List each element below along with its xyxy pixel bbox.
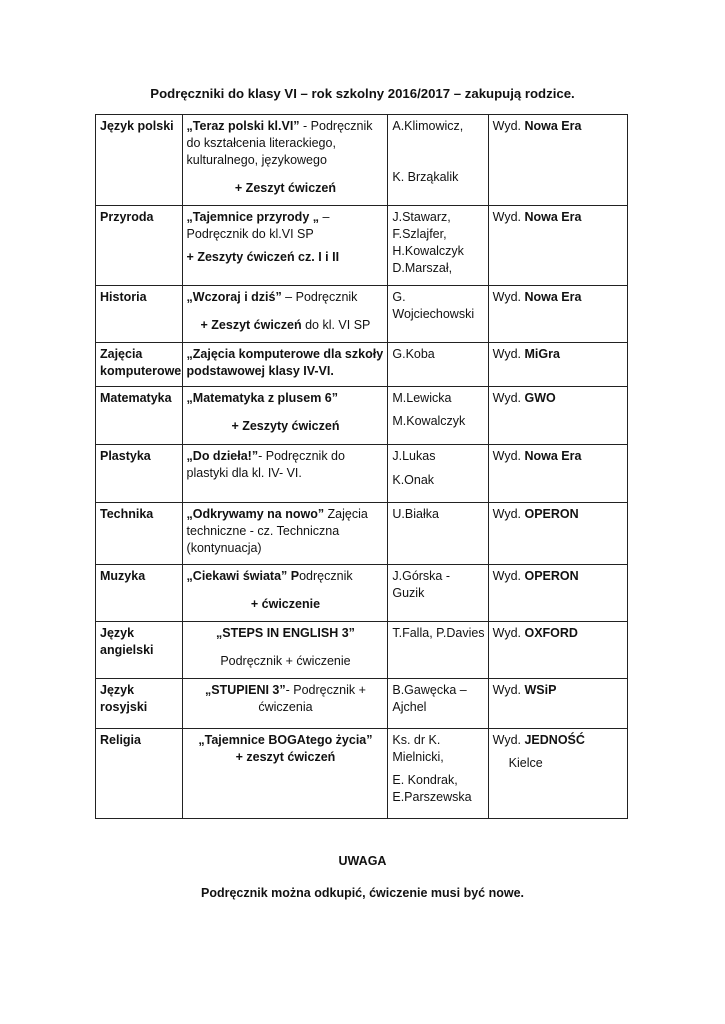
table-row (96, 565, 628, 622)
publisher-name: OPERON (524, 569, 579, 583)
book-description: odręcznik (299, 569, 353, 583)
book-title: „Wczoraj i dziś” (186, 290, 282, 304)
publisher-cell (488, 729, 627, 819)
book-title: „Ciekawi świata” P (186, 569, 300, 583)
table-row (96, 206, 628, 286)
title-cell (182, 729, 388, 819)
book-title: „Zajęcia komputerowe dla szkoły podstawowej klasy IV-VI. (186, 347, 384, 378)
title-cell (182, 286, 388, 343)
publisher-prefix: Wyd. (492, 347, 525, 361)
book-extra-normal: do kl. VI SP (301, 318, 371, 332)
publisher-prefix: Wyd. (492, 290, 525, 304)
book-extra: + Zeszyty ćwiczeń (231, 419, 340, 433)
title-cell (182, 387, 388, 445)
title-cell (182, 622, 388, 679)
publisher-prefix: Wyd. (492, 391, 525, 405)
table-row (96, 679, 628, 729)
publisher-cell (488, 343, 627, 387)
subject-cell: Historia (96, 286, 183, 343)
table-row (96, 503, 628, 565)
author-name: K. Brząkalik (392, 170, 459, 184)
book-title: „Do dzieła!” (186, 449, 259, 463)
title-cell (182, 503, 388, 565)
table-row (96, 387, 628, 445)
table-row (96, 286, 628, 343)
book-description: - Podręcznik do kształcenia literackiego, kulturalnego, językowego (186, 119, 373, 167)
publisher-prefix: Wyd. (492, 119, 525, 133)
publisher-cell (488, 503, 627, 565)
book-title: „Tajemnice BOGAtego życia” (198, 733, 373, 747)
subject-cell: Plastyka (96, 445, 183, 503)
publisher-cell (488, 387, 627, 445)
book-title: „Tajemnice przyrody „ (186, 210, 319, 224)
book-description: – Podręcznik do kl.VI SP (186, 210, 330, 241)
book-extra (187, 317, 385, 334)
title-cell (182, 679, 388, 729)
book-title: „Teraz polski kl.VI” (186, 119, 300, 133)
publisher-cell (488, 622, 627, 679)
subject-cell: Język angielski (96, 622, 183, 679)
author-name: J.Lukas (392, 449, 436, 463)
subject-cell: Język polski (96, 115, 183, 206)
book-description: - Podręcznik + ćwiczenia (258, 683, 366, 714)
title-cell (182, 115, 388, 206)
book-description: - Podręcznik do plastyki dla kl. IV- VI. (186, 449, 345, 480)
publisher-name: Nowa Era (524, 119, 582, 133)
book-title: „Odkrywamy na nowo” (186, 507, 325, 521)
publisher-name: Nowa Era (524, 449, 582, 463)
author-name: M.Kowalczyk (392, 414, 466, 428)
publisher-prefix: Wyd. (492, 683, 525, 697)
table-row (96, 115, 628, 206)
author-cell: G.Koba (388, 343, 488, 387)
book-title: „STUPIENI 3” (205, 683, 286, 697)
publisher-name: JEDNOŚĆ (524, 733, 585, 747)
book-title: „Matematyka z plusem 6” (186, 391, 338, 405)
notice-text: Podręcznik można odkupić, ćwiczenie musi być nowe. (201, 886, 524, 900)
subject-cell: Technika (96, 503, 183, 565)
book-extra: + zeszyt ćwiczeń (235, 750, 336, 764)
subject-cell: Matematyka (96, 387, 183, 445)
book-extra: + Zeszyty ćwiczeń cz. I i II (186, 250, 340, 264)
publisher-prefix: Wyd. (492, 569, 525, 583)
book-extra: Podręcznik + ćwiczenie (220, 654, 351, 668)
notice-heading: UWAGA (338, 854, 387, 868)
book-extra: + ćwiczenie (250, 597, 321, 611)
title-cell (182, 445, 388, 503)
author-cell: G. Wojciechowski (388, 286, 488, 343)
book-description: – Podręcznik (281, 290, 358, 304)
book-description: Zajęcia techniczne - cz. Techniczna (kontynuacja) (186, 507, 368, 555)
publisher-name: Nowa Era (524, 210, 582, 224)
publisher-name: OXFORD (524, 626, 578, 640)
table-row (96, 729, 628, 819)
publisher-name: MiGra (524, 347, 560, 361)
publisher-name: Nowa Era (524, 290, 582, 304)
publisher-prefix: Wyd. (492, 626, 525, 640)
author-cell (388, 115, 488, 206)
author-cell (388, 387, 488, 445)
author-cell (388, 729, 488, 819)
publisher-cell (488, 206, 627, 286)
author-name: E. Kondrak, E.Parszewska (392, 773, 472, 804)
author-cell: U.Białka (388, 503, 488, 565)
table-row (96, 622, 628, 679)
publisher-name: WSiP (524, 683, 557, 697)
title-cell (182, 343, 388, 387)
book-extra: + Zeszyt ćwiczeń (234, 181, 336, 195)
publisher-city: Kielce (508, 756, 543, 770)
author-cell: B.Gawęcka – Ajchel (388, 679, 488, 729)
author-cell (388, 445, 488, 503)
author-name: A.Klimowicz, (392, 119, 464, 133)
subject-cell: Religia (96, 729, 183, 819)
publisher-prefix: Wyd. (492, 507, 525, 521)
page-title: Podręczniki do klasy VI – rok szkolny 2016/2017 – zakupują rodzice. (150, 86, 575, 101)
author-name: K.Onak (392, 473, 435, 487)
title-cell (182, 206, 388, 286)
book-title: „STEPS IN ENGLISH 3” (216, 626, 355, 640)
publisher-prefix: Wyd. (492, 210, 525, 224)
publisher-prefix: Wyd. (492, 733, 525, 747)
publisher-cell (488, 286, 627, 343)
subject-cell: Zajęcia komputerowe (96, 343, 183, 387)
publisher-prefix: Wyd. (492, 449, 525, 463)
publisher-name: OPERON (524, 507, 579, 521)
publisher-cell (488, 445, 627, 503)
publisher-cell (488, 565, 627, 622)
title-cell (182, 565, 388, 622)
book-extra-bold: + Zeszyt ćwiczeń (200, 318, 302, 332)
subject-cell: Język rosyjski (96, 679, 183, 729)
subject-cell: Przyroda (96, 206, 183, 286)
author-cell: J.Górska - Guzik (388, 565, 488, 622)
publisher-cell (488, 679, 627, 729)
textbook-table (95, 114, 628, 819)
table-row (96, 445, 628, 503)
author-name: M.Lewicka (392, 391, 452, 405)
author-cell: J.Stawarz, F.Szlajfer, H.Kowalczyk D.Marszał, (388, 206, 488, 286)
author-name: Ks. dr K. Mielnicki, (392, 733, 444, 764)
author-cell: T.Falla, P.Davies (388, 622, 488, 679)
subject-cell: Muzyka (96, 565, 183, 622)
publisher-name: GWO (524, 391, 556, 405)
publisher-cell (488, 115, 627, 206)
table-row (96, 343, 628, 387)
